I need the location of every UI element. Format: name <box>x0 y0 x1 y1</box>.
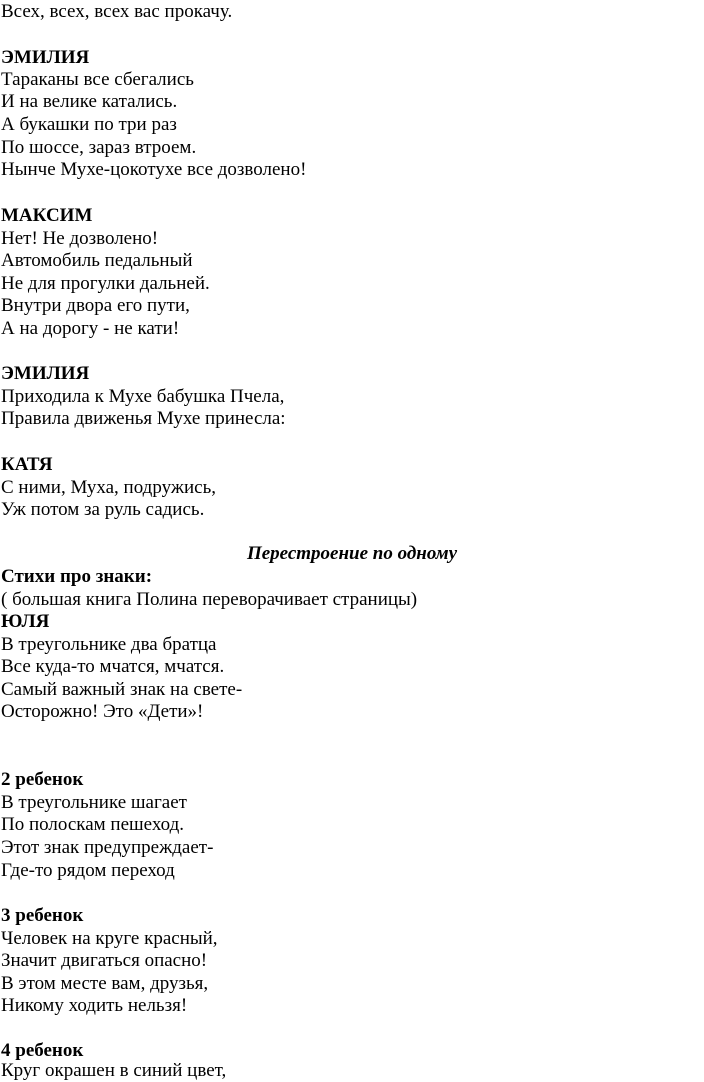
speaker-heading: ЮЛЯ <box>1 611 50 632</box>
stage-direction: Перестроение по одному <box>246 543 458 564</box>
text-line: Нынче Мухе-цокотухе все дозволено! <box>1 159 307 180</box>
section-heading: Стихи про знаки: <box>1 566 153 587</box>
text-line: В треугольнике два братца <box>1 634 217 655</box>
text-line: С ними, Муха, подружись, <box>1 477 216 498</box>
text-line: Всех, всех, всех вас прокачу. <box>1 1 233 22</box>
speaker-heading: МАКСИМ <box>1 205 93 226</box>
speaker-heading: 3 ребенок <box>1 905 84 926</box>
text-line: Не для прогулки дальней. <box>1 273 210 294</box>
text-line: В треугольнике шагает <box>1 792 187 813</box>
speaker-heading: ЭМИЛИЯ <box>1 363 90 384</box>
text-line: Никому ходить нельзя! <box>1 995 188 1016</box>
text-line: По шоссе, зараз втроем. <box>1 137 197 158</box>
text-line: А букашки по три раз <box>1 114 177 135</box>
stage-note: ( большая книга Полина переворачивает страницы) <box>1 589 418 610</box>
text-line: И на велике катались. <box>1 91 178 112</box>
text-line: Правила движенья Мухе принесла: <box>1 408 286 429</box>
speaker-heading: КАТЯ <box>1 454 53 475</box>
text-line: По полоскам пешеход. <box>1 814 184 835</box>
text-line: Приходила к Мухе бабушка Пчела, <box>1 386 285 407</box>
text-line: Тараканы все сбегались <box>1 69 194 90</box>
text-line: Все куда-то мчатся, мчатся. <box>1 656 225 677</box>
text-line: Значит двигаться опасно! <box>1 950 208 971</box>
speaker-heading: ЭМИЛИЯ <box>1 47 90 68</box>
text-line: А на дорогу - не кати! <box>1 318 180 339</box>
text-line: Нет! Не дозволено! <box>1 228 159 249</box>
text-line: Этот знак предупреждает- <box>1 837 214 858</box>
text-line: Человек на круге красный, <box>1 928 218 949</box>
text-line: Самый важный знак на свете- <box>1 679 243 700</box>
text-line: Уж потом за руль садись. <box>1 499 205 520</box>
text-line: В этом месте вам, друзья, <box>1 973 209 994</box>
speaker-heading: 2 ребенок <box>1 769 84 790</box>
text-line: Круг окрашен в синий цвет, <box>1 1060 227 1081</box>
text-line: Автомобиль педальный <box>1 250 193 271</box>
text-line: Где-то рядом переход <box>1 860 175 881</box>
speaker-heading: 4 ребенок <box>1 1040 84 1061</box>
text-line: Внутри двора его пути, <box>1 295 190 316</box>
text-line: Осторожно! Это «Дети»! <box>1 701 204 722</box>
